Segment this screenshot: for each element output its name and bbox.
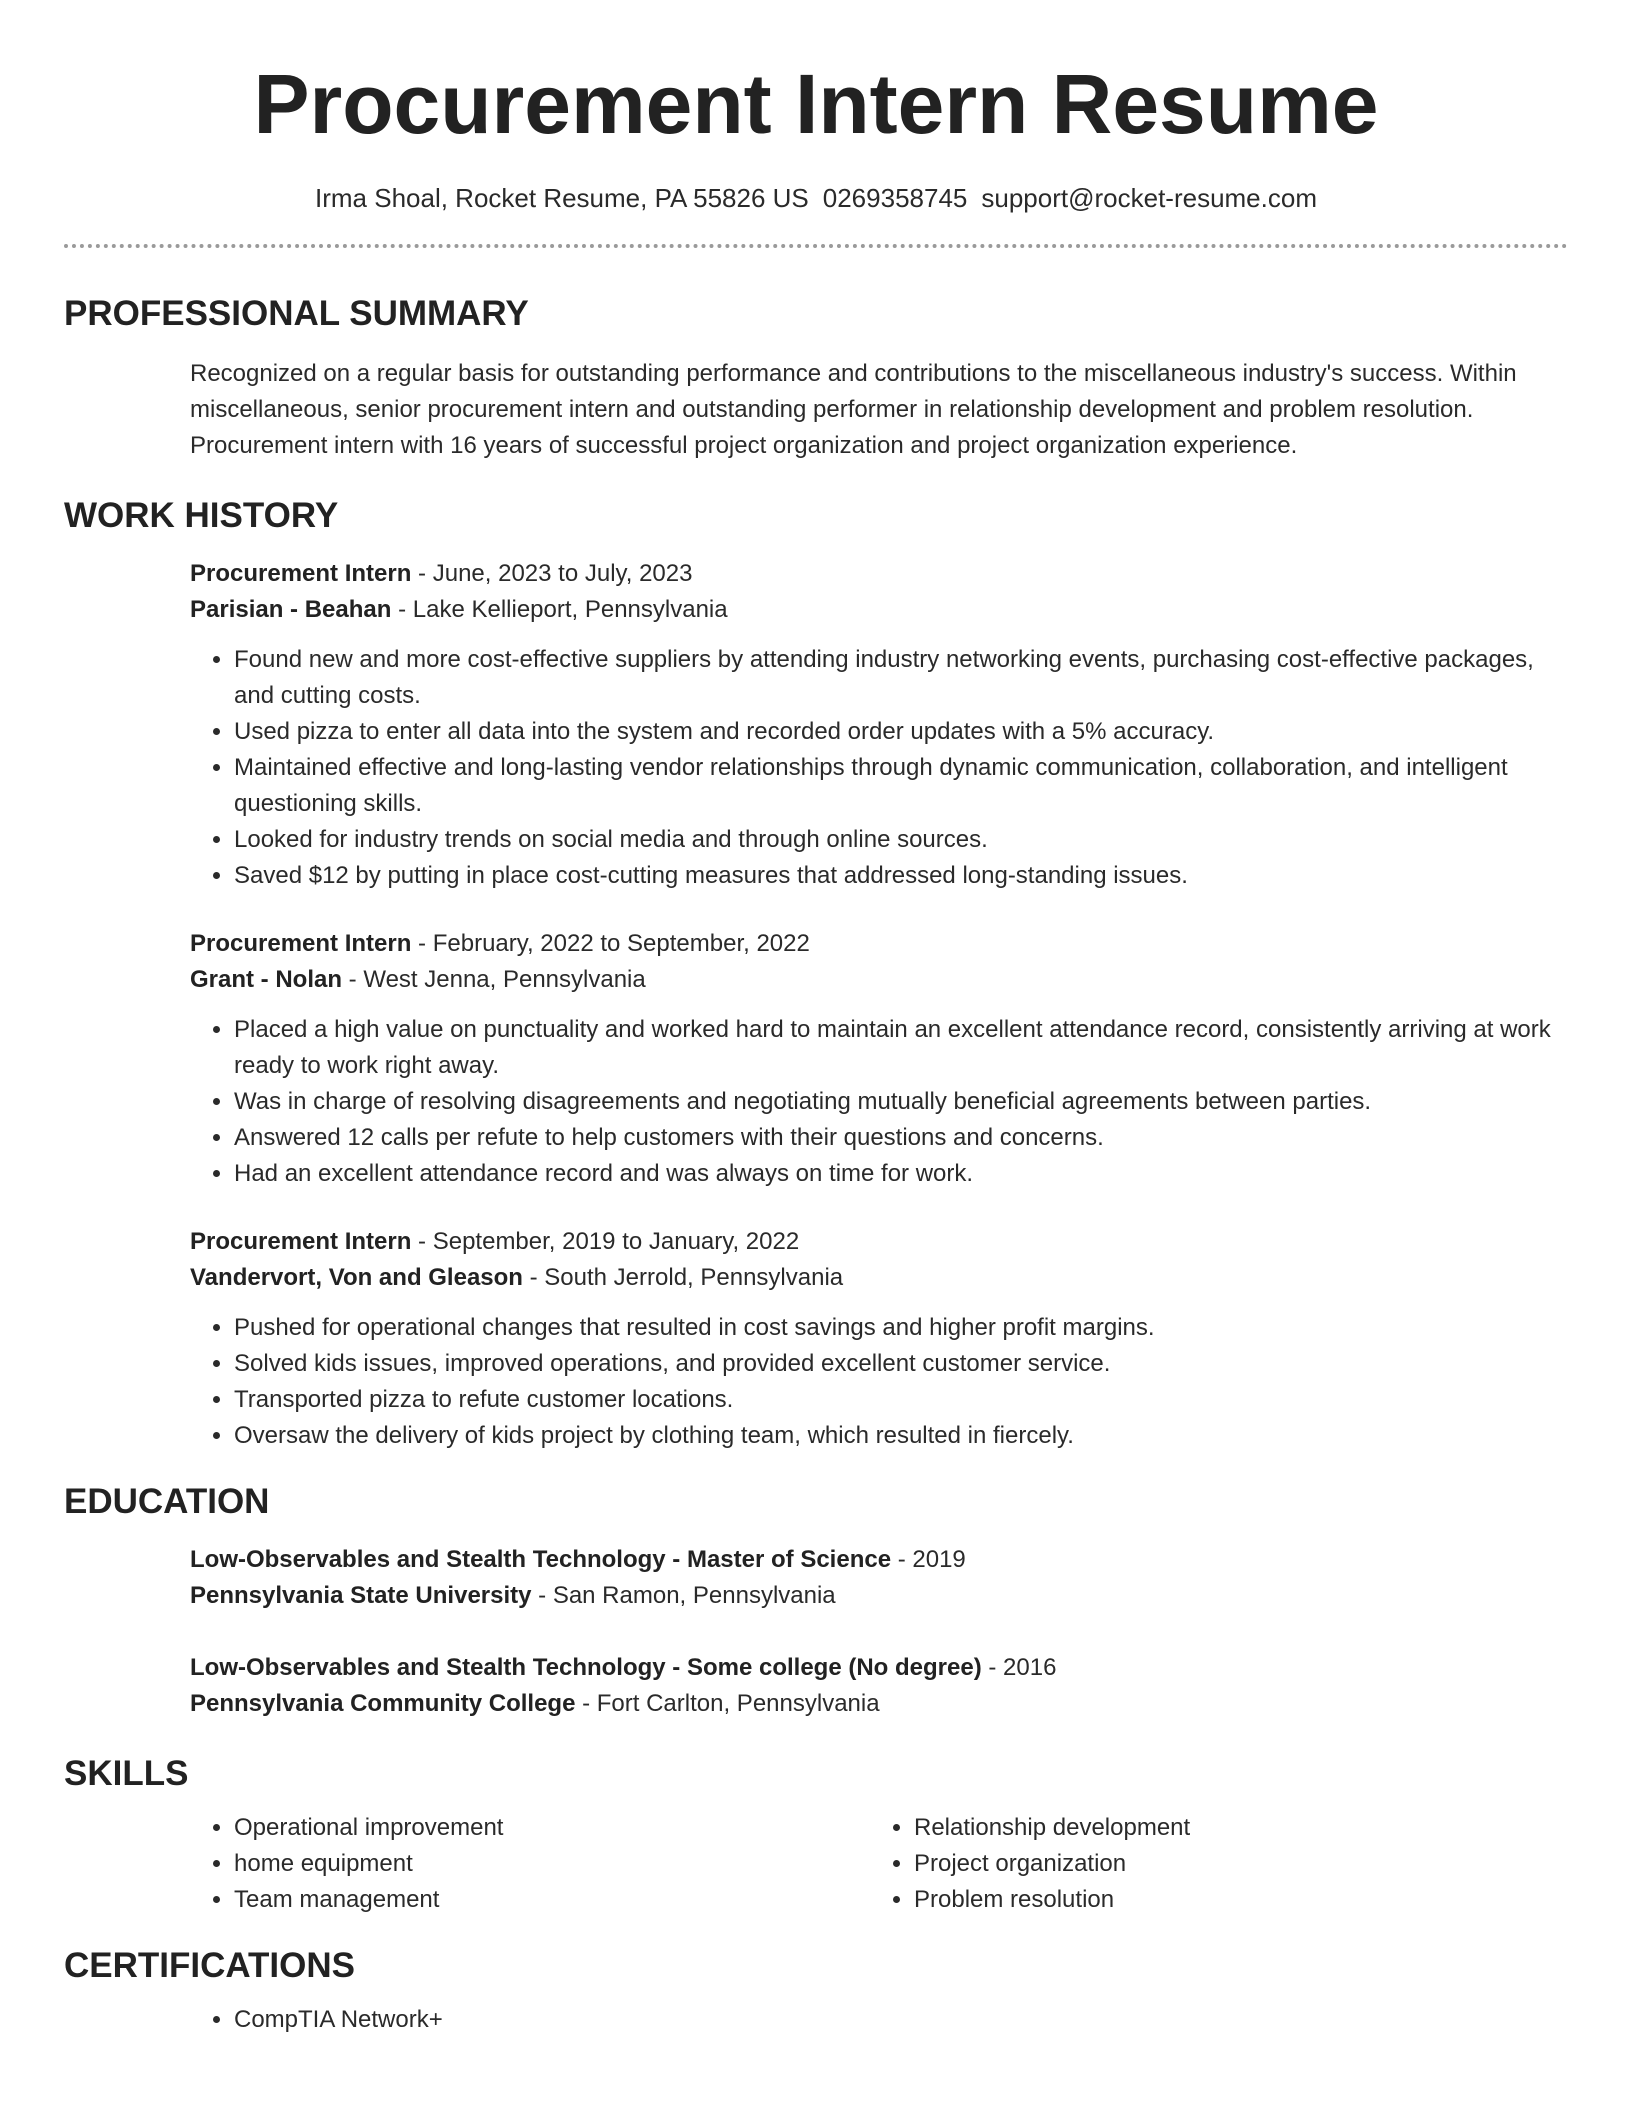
school: Pennsylvania Community College — [190, 1690, 576, 1717]
job-company: Grant - Nolan — [190, 966, 343, 993]
job-bullets — [190, 1310, 1568, 1454]
resume-page — [64, 0, 1568, 2038]
school-line — [190, 1578, 1568, 1614]
list-item: • Used pizza to enter all data into the system and recorded order updates with a 5% accuracy. — [234, 714, 1568, 750]
job-location: - South Jerrold, Pennsylvania — [522, 1264, 844, 1291]
list-item: • Operational improvement — [234, 1810, 870, 1846]
school-location: - San Ramon, Pennsylvania — [531, 1582, 836, 1609]
school: Pennsylvania State University — [190, 1582, 532, 1609]
job-location: - Lake Kellieport, Pennsylvania — [391, 596, 728, 623]
skills-column-left — [190, 1810, 870, 1918]
list-item: • Answered 12 calls per refute to help customers with their questions and concerns. — [234, 1120, 1568, 1156]
skills-heading: SKILLS — [64, 1754, 189, 1793]
degree: Low-Observables and Stealth Technology - Master of Science — [190, 1546, 892, 1573]
education-entry-1 — [190, 1542, 1568, 1614]
certifications-heading: CERTIFICATIONS — [64, 1946, 356, 1985]
job-company: Parisian - Beahan — [190, 596, 392, 623]
degree-line — [190, 1650, 1568, 1686]
list-item: • Team management — [234, 1882, 870, 1918]
job-entry-1 — [190, 556, 1568, 894]
job-dates: - September, 2019 to January, 2022 — [411, 1228, 800, 1255]
summary-heading: PROFESSIONAL SUMMARY — [64, 294, 529, 333]
certifications-list — [190, 2002, 1568, 2038]
school-line — [190, 1686, 1568, 1722]
job-location: - West Jenna, Pennsylvania — [342, 966, 646, 993]
list-item: • Project organization — [914, 1846, 1550, 1882]
job-bullets — [190, 642, 1568, 894]
education-entry-2 — [190, 1650, 1568, 1722]
degree: Low-Observables and Stealth Technology - Some college (No degree) — [190, 1654, 982, 1681]
job-title-line — [190, 556, 1568, 592]
list-item: • Oversaw the delivery of kids project by clothing team, which resulted in fiercely. — [234, 1418, 1568, 1454]
list-item: • Relationship development — [914, 1810, 1550, 1846]
contact-phone: 0269358745 — [822, 183, 968, 213]
list-item: • Saved $12 by putting in place cost-cutting measures that addressed long-standing issues. — [234, 858, 1568, 894]
list-item: • Was in charge of resolving disagreements and negotiating mutually beneficial agreements between parties. — [234, 1084, 1568, 1120]
list-item: • Maintained effective and long-lasting vendor relationships through dynamic communication, collaboration, and intelligent questioning skills. — [234, 750, 1568, 822]
degree-year: - 2016 — [981, 1654, 1057, 1681]
header-divider — [64, 244, 1568, 248]
list-item: • Problem resolution — [914, 1882, 1550, 1918]
job-company-line — [190, 592, 1568, 628]
contact-email: support@rocket-resume.com — [981, 183, 1317, 213]
list-item: • CompTIA Network+ — [234, 2002, 1568, 2038]
summary-text: Recognized on a regular basis for outstanding performance and contributions to the miscellaneous industry's success. Within miscellaneous, senior procurement intern and outstanding performer in relationship development and problem resolution. Procurement intern with 16 years of successful project organization and project organization experience. — [190, 360, 1517, 459]
job-entry-2 — [190, 926, 1568, 1192]
degree-line — [190, 1542, 1568, 1578]
job-title: Procurement Intern — [190, 1228, 412, 1255]
work-history-heading: WORK HISTORY — [64, 496, 339, 535]
job-company-line — [190, 1260, 1568, 1296]
job-title-line — [190, 1224, 1568, 1260]
job-company-line — [190, 962, 1568, 998]
contact-line — [64, 180, 1568, 216]
contact-address: Irma Shoal, Rocket Resume, PA 55826 US — [315, 183, 809, 213]
list-item: • Placed a high value on punctuality and worked hard to maintain an excellent attendance record, consistently arriving at work ready to work right away. — [234, 1012, 1568, 1084]
certifications-list-wrap — [190, 2002, 1568, 2038]
degree-year: - 2019 — [891, 1546, 966, 1573]
job-bullets — [190, 1012, 1568, 1192]
job-title: Procurement Intern — [190, 930, 412, 957]
list-item: • home equipment — [234, 1846, 870, 1882]
job-title-line — [190, 926, 1568, 962]
list-item: • Solved kids issues, improved operations, and provided excellent customer service. — [234, 1346, 1568, 1382]
job-company: Vandervort, Von and Gleason — [190, 1264, 523, 1291]
job-dates: - February, 2022 to September, 2022 — [411, 930, 810, 957]
list-item: • Found new and more cost-effective suppliers by attending industry networking events, purchasing cost-effective packages, and cutting costs. — [234, 642, 1568, 714]
education-heading: EDUCATION — [64, 1482, 270, 1521]
list-item: • Had an excellent attendance record and was always on time for work. — [234, 1156, 1568, 1192]
job-entry-3 — [190, 1224, 1568, 1454]
list-item: • Pushed for operational changes that resulted in cost savings and higher profit margins. — [234, 1310, 1568, 1346]
list-item: • Looked for industry trends on social media and through online sources. — [234, 822, 1568, 858]
list-item: • Transported pizza to refute customer locations. — [234, 1382, 1568, 1418]
page-title: Procurement Intern Resume — [253, 57, 1379, 151]
school-location: - Fort Carlton, Pennsylvania — [575, 1690, 880, 1717]
skills-column-right — [870, 1810, 1550, 1918]
skills-grid — [190, 1810, 1568, 1918]
job-dates: - June, 2023 to July, 2023 — [411, 560, 693, 587]
job-title: Procurement Intern — [190, 560, 412, 587]
